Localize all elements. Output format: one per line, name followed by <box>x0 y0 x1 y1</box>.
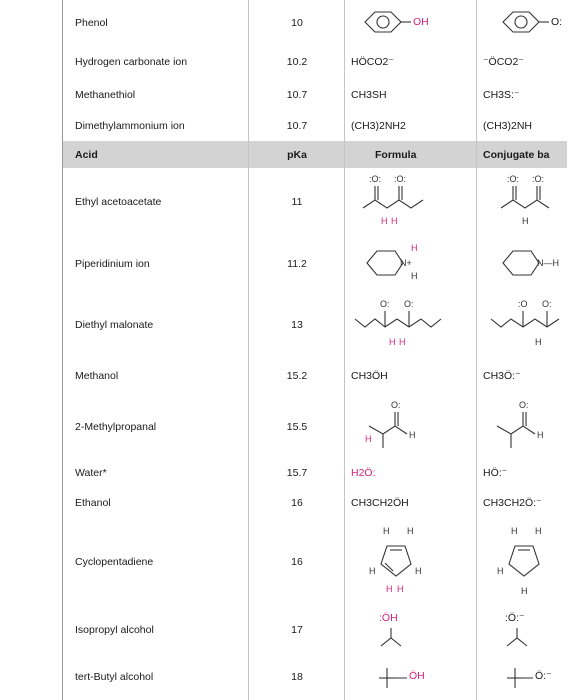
table-row <box>63 356 581 397</box>
svg-text:H: H <box>407 526 414 536</box>
phenol-structure <box>345 0 477 45</box>
pka-value: 10.7 <box>286 88 308 101</box>
formula-text: :ÖH <box>379 612 398 624</box>
acid-name: Isopropyl alcohol <box>75 624 154 636</box>
table-row <box>63 45 581 79</box>
table-row <box>63 111 581 142</box>
formula-text: (CH3)2NH2 <box>351 120 406 132</box>
pka-value: 10 <box>291 16 303 29</box>
header-pka: pKa <box>287 148 307 161</box>
acid-name: Water* <box>75 467 107 479</box>
isopropoxide-structure <box>477 606 581 654</box>
svg-text:H: H <box>411 271 418 281</box>
table-row <box>63 78 581 112</box>
svg-text:H: H <box>522 216 529 226</box>
conjugate-text: ⁻ÖCO2⁻ <box>483 55 524 68</box>
pka-value: 10.2 <box>286 55 308 68</box>
svg-text:N+: N+ <box>400 258 412 268</box>
svg-text:H: H <box>389 337 396 347</box>
svg-text:H: H <box>381 216 388 226</box>
pka-value: 15.7 <box>286 467 308 479</box>
header-formula: Formula <box>375 148 417 161</box>
table-header <box>63 141 581 169</box>
svg-text:H: H <box>521 586 528 596</box>
formula-text: CH3ÖH <box>351 370 388 382</box>
pka-value: 11.2 <box>287 258 307 270</box>
cyclopentadienyl-structure <box>477 518 581 606</box>
tert-butoxide-structure <box>477 654 581 700</box>
methylpropanal-anion-structure <box>477 396 581 458</box>
table-row <box>63 168 581 236</box>
conjugate-text: HÖ:⁻ <box>483 467 508 479</box>
conjugate-text: :Ö:⁻ <box>505 612 525 624</box>
pka-value: 16 <box>291 497 303 509</box>
malonate-anion-structure <box>477 293 581 356</box>
conjugate-text: O: <box>551 16 563 28</box>
acid-name: Ethanol <box>75 497 111 509</box>
acid-name: Methanethiol <box>75 88 136 101</box>
formula-text: H2Ö: <box>351 467 376 479</box>
pka-value: 13 <box>291 318 303 331</box>
table-row <box>63 606 581 655</box>
svg-text:H: H <box>415 566 422 576</box>
table-row <box>63 488 581 519</box>
pka-value: 16 <box>291 556 303 568</box>
piperidinium-structure <box>345 235 477 293</box>
svg-text:H: H <box>409 430 416 440</box>
formula-text: OH <box>413 16 429 28</box>
svg-text:H: H <box>411 243 418 253</box>
formula-text: CH3SH <box>351 88 387 101</box>
svg-text:H: H <box>383 526 390 536</box>
acid-name: Diethyl malonate <box>75 318 154 331</box>
pka-value: 10.7 <box>286 120 308 132</box>
svg-text:H: H <box>386 584 393 594</box>
table-row <box>63 396 581 459</box>
svg-text:H: H <box>391 216 398 226</box>
formula-text: CH3CH2ÖH <box>351 497 409 509</box>
table-row <box>63 235 581 294</box>
svg-text:H: H <box>497 566 504 576</box>
table-row <box>63 654 581 700</box>
svg-text:O:: O: <box>542 299 552 309</box>
formula-text: HÖCO2⁻ <box>351 55 394 68</box>
svg-text::O:: :O: <box>507 174 520 184</box>
acid-name: Cyclopentadiene <box>75 556 154 568</box>
diethyl-malonate-structure <box>345 293 477 356</box>
table-row <box>63 458 581 489</box>
svg-text:H: H <box>369 566 376 576</box>
svg-text:H: H <box>365 434 372 444</box>
acid-name: Methanol <box>75 370 119 382</box>
svg-text:H: H <box>535 526 542 536</box>
formula-text: ÖH <box>409 670 425 682</box>
svg-text:O:: O: <box>404 299 414 309</box>
pka-table <box>62 0 581 700</box>
svg-text::O:: :O: <box>394 174 407 184</box>
svg-text::O: :O <box>518 299 528 309</box>
acid-name: Hydrogen carbonate ion <box>75 55 188 68</box>
acid-name: Phenol <box>75 16 108 29</box>
isopropanol-structure <box>345 606 477 654</box>
page-edge <box>567 0 581 700</box>
svg-text:H: H <box>397 584 404 594</box>
pka-value: 11 <box>291 195 303 208</box>
acid-name: tert-Butyl alcohol <box>75 671 154 683</box>
enolate-structure <box>477 168 581 235</box>
header-conjugate: Conjugate ba <box>483 148 550 161</box>
cyclopentadiene-structure <box>345 518 477 606</box>
conjugate-text: CH3Ö:⁻ <box>483 370 521 382</box>
header-acid: Acid <box>75 148 98 161</box>
acid-name: Piperidinium ion <box>75 258 150 270</box>
svg-text:H: H <box>511 526 518 536</box>
acid-name: Dimethylammonium ion <box>75 120 185 132</box>
svg-text:O:: O: <box>380 299 390 309</box>
svg-text::O:: :O: <box>532 174 545 184</box>
pka-value: 15.5 <box>286 421 308 433</box>
phenoxide-structure <box>477 0 581 45</box>
pka-value: 15.2 <box>286 370 308 382</box>
table-row <box>63 293 581 357</box>
svg-text:O:: O: <box>519 400 529 410</box>
conjugate-text: CH3CH2Ö:⁻ <box>483 497 542 509</box>
pka-value: 17 <box>291 624 303 636</box>
svg-text:N—H: N—H <box>537 258 559 268</box>
svg-text:H: H <box>537 430 544 440</box>
svg-text::O:: :O: <box>369 174 382 184</box>
acid-name: Ethyl acetoacetate <box>75 195 162 208</box>
table-row <box>63 0 581 46</box>
conjugate-text: (CH3)2NH <box>483 120 533 132</box>
conjugate-text: Ö:⁻ <box>535 670 552 682</box>
table-row <box>63 518 581 607</box>
methylpropanal-structure <box>345 396 477 458</box>
svg-text:H: H <box>399 337 406 347</box>
svg-text:H: H <box>535 337 542 347</box>
pka-value: 18 <box>291 671 303 683</box>
ethyl-acetoacetate-structure <box>345 168 477 235</box>
conjugate-text: CH3S:⁻ <box>483 88 520 101</box>
svg-text:O:: O: <box>391 400 401 410</box>
piperidine-structure <box>477 235 581 293</box>
acid-name: 2-Methylpropanal <box>75 421 157 433</box>
